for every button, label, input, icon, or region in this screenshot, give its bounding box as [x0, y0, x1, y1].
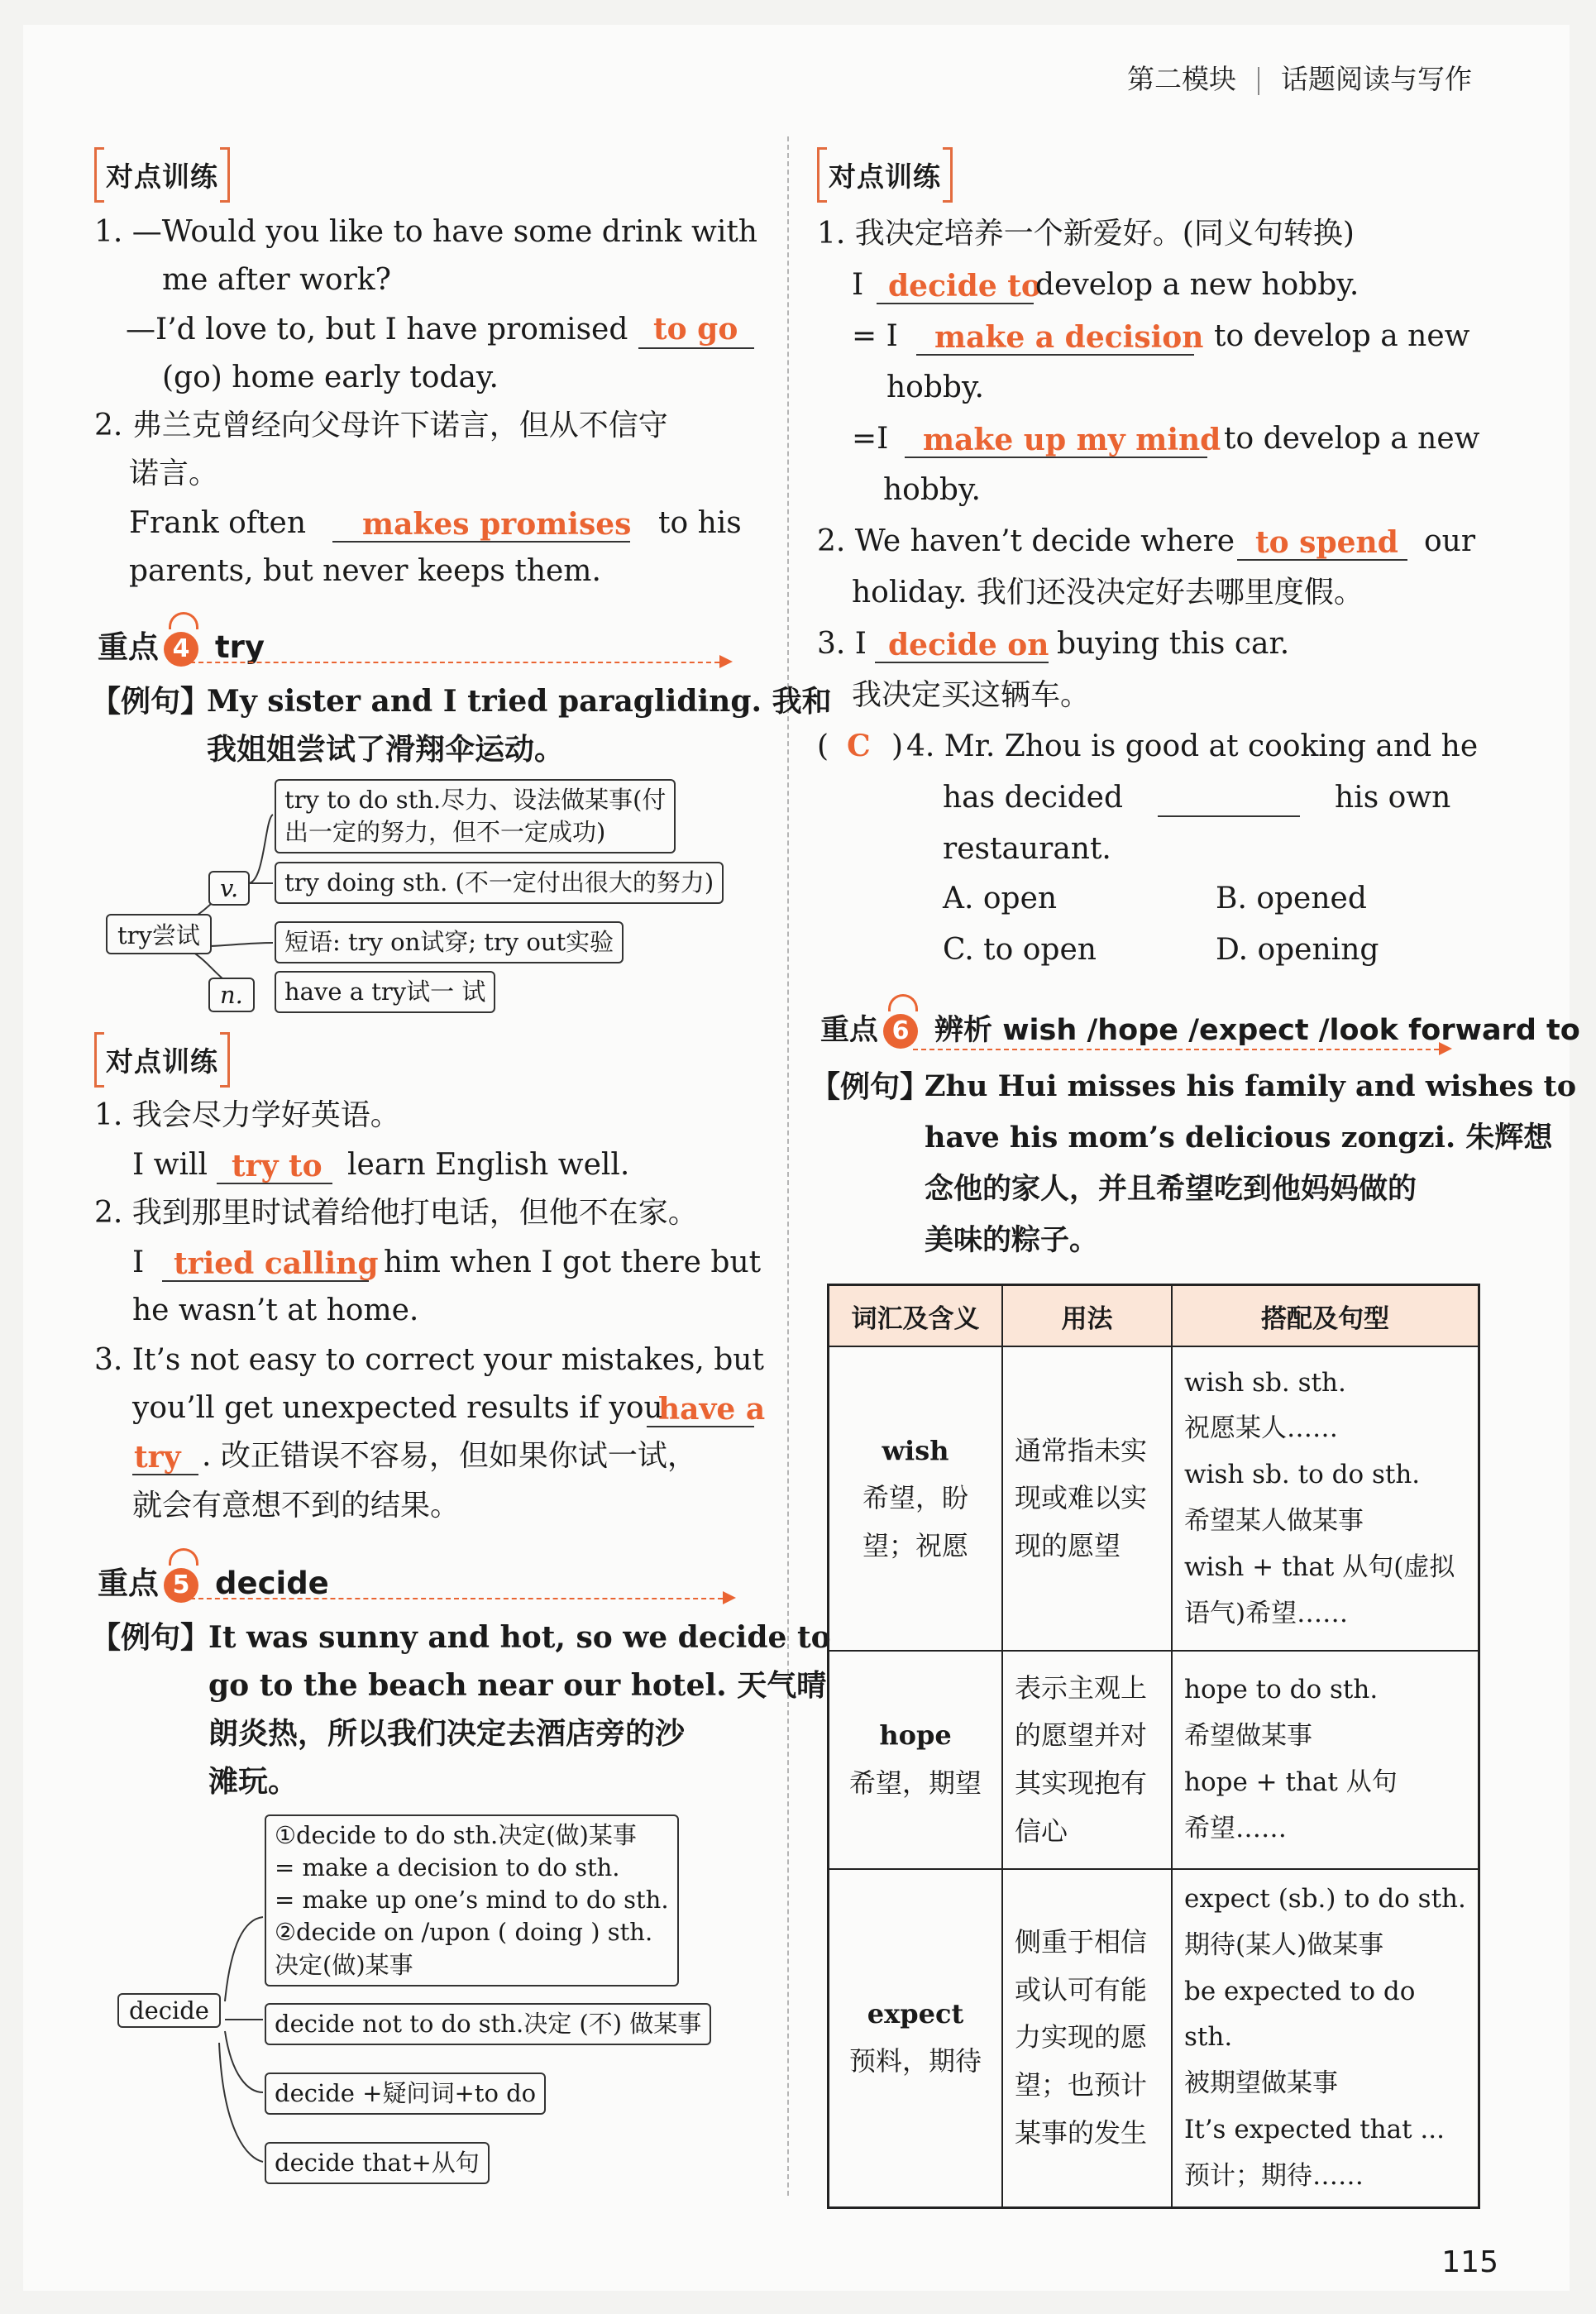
- table-cell-word: [829, 1869, 1003, 2207]
- kp4-example-line1: My sister and I tried paragliding. 我和: [207, 684, 832, 719]
- have-a-try-box: have a try试一 试: [275, 971, 495, 1013]
- t3-q4-line2a: has decided: [943, 781, 1123, 815]
- page-number: 115: [1441, 2245, 1498, 2279]
- t1-q2-line3b: to his: [658, 506, 742, 540]
- pattern-line: be expected to do sth.: [1184, 1976, 1416, 2053]
- table-row: [829, 1869, 1479, 2207]
- t3-q1-line5b: to develop a new: [1224, 422, 1480, 456]
- word: hope: [879, 1719, 952, 1752]
- box-line: try to do sth.尽力、设法做某事(付: [284, 786, 667, 814]
- t3-q4-answer: C: [847, 729, 871, 763]
- table-header: 用法: [1002, 1285, 1172, 1347]
- t2-q2-line2a: I: [132, 1245, 145, 1279]
- t2-q3-answer-part1: have a: [658, 1392, 766, 1427]
- option-a: A. open: [943, 882, 1058, 916]
- key-point-number-icon: 6: [883, 1014, 918, 1049]
- t2-q2-line1: 2. 我到那里时试着给他打电话，但他不在家。: [94, 1196, 698, 1230]
- t3-q3-line1a: 3. I: [817, 627, 867, 661]
- t2-q1-line2b: learn English well.: [347, 1148, 630, 1182]
- key-point-label: 重点: [820, 1014, 879, 1047]
- t3-q1-line4: hobby.: [886, 371, 984, 404]
- training-badge-3: 对点训练: [820, 151, 949, 199]
- topic-label: 话题阅读与写作: [1281, 63, 1472, 95]
- table-cell-word: [829, 1346, 1003, 1651]
- decide-question-word-box: decide +疑问词+to do: [265, 2073, 546, 2115]
- arrow-icon: [1439, 1042, 1452, 1055]
- kp6-example-tag: 【例句】: [810, 1069, 930, 1104]
- decide-not-box: decide not to do sth.决定 (不) 做某事: [265, 2003, 711, 2045]
- pattern-line: 期待(某人)做某事: [1184, 1929, 1384, 1960]
- pattern-line: 希望……: [1184, 1813, 1287, 1843]
- decide-to-do-box: [265, 1814, 679, 1987]
- meaning: 预料，期待: [848, 2045, 982, 2077]
- t2-q3-line3: . 改正错误不容易，但如果你试一试，: [202, 1439, 697, 1473]
- key-point-label: 重点: [98, 629, 159, 665]
- t2-q3-line2: you’ll get unexpected results if you: [132, 1391, 663, 1425]
- box-line: 决定(做)某事: [275, 1950, 413, 1979]
- t3-q1-line2b: develop a new hobby.: [1035, 268, 1359, 302]
- box-line: ①decide to do sth.决定(做)某事: [275, 1821, 637, 1849]
- training-badge-2: 对点训练: [98, 1035, 227, 1084]
- pattern-line: It’s expected that ...: [1184, 2114, 1445, 2144]
- t2-q3-line1: 3. It’s not easy to correct your mistakes, but: [94, 1343, 764, 1377]
- t3-q1-line2a: I: [852, 268, 864, 302]
- t2-q1-line1: 1. 我会尽力学好英语。: [94, 1098, 400, 1132]
- table-cell-patterns: [1172, 1869, 1479, 2207]
- t1-q2-line4: parents, but never keeps them.: [129, 554, 601, 588]
- key-point-number-icon: 5: [164, 1568, 198, 1603]
- t1-q1-line1: 1. —Would you like to have some drink with: [94, 215, 757, 249]
- table-header-row: [829, 1285, 1479, 1347]
- t2-q3-line4: 就会有意想不到的结果。: [132, 1489, 461, 1523]
- pattern-line: hope to do sth.: [1184, 1675, 1379, 1705]
- t3-q1-line6: hobby.: [883, 473, 981, 507]
- kp5-example-line1: It was sunny and hot, so we decide to: [208, 1620, 831, 1655]
- t3-q3-line1b: buying this car.: [1057, 627, 1290, 661]
- t1-q2-line1: 2. 弗兰克曾经向父母许下诺言，但从不信守: [94, 409, 668, 442]
- t3-q1-line1: 1. 我决定培养一个新爱好。(同义句转换): [817, 217, 1355, 251]
- key-point-number-icon: 4: [164, 632, 198, 667]
- try-phrases-box: 短语: try on试穿; try out实验: [275, 921, 624, 963]
- noun-label: n.: [208, 978, 255, 1012]
- key-point-label: 重点: [98, 1566, 159, 1601]
- kp6-example-line4: 美味的粽子。: [925, 1223, 1099, 1257]
- box-line: 出一定的努力，但不一定成功): [284, 818, 606, 847]
- kp5-example-tag: 【例句】: [91, 1620, 211, 1655]
- key-point-title: decide: [215, 1566, 329, 1601]
- module-label: 第二模块: [1127, 63, 1236, 95]
- training-badge-1: 对点训练: [98, 151, 227, 199]
- verb-label: v.: [208, 871, 250, 906]
- box-line: ②decide on /upon ( doing ) sth.: [275, 1918, 653, 1947]
- table-row: [829, 1651, 1479, 1869]
- table-header: 词汇及含义: [829, 1285, 1003, 1347]
- table-cell-patterns: [1172, 1651, 1479, 1869]
- t3-q2-line2: holiday. 我们还没决定好去哪里度假。: [852, 576, 1364, 610]
- box-line: = make up one’s mind to do sth.: [275, 1886, 669, 1915]
- t1-q1-line2: me after work?: [162, 263, 391, 297]
- decide-root-node: decide: [117, 1993, 221, 2028]
- pattern-line: 祝愿某人……: [1184, 1413, 1338, 1444]
- kp6-example-line1: Zhu Hui misses his family and wishes to: [925, 1069, 1577, 1103]
- kp4-example-tag: 【例句】: [91, 684, 211, 719]
- kp5-example-line2: go to the beach near our hotel. 天气晴: [208, 1668, 827, 1703]
- t3-q1-line5a: =I: [852, 422, 889, 456]
- option-c: C. to open: [943, 933, 1097, 967]
- table-cell-usage: 表示主观上的愿望并对其实现抱有信心: [1002, 1651, 1172, 1869]
- t1-q1-line3: —I’d love to, but I have promised: [126, 313, 628, 347]
- meaning: 希望，盼望；祝愿: [862, 1482, 968, 1561]
- table-header: 搭配及句型: [1172, 1285, 1479, 1347]
- t2-q1-line2a: I will: [132, 1148, 208, 1182]
- t3-q4-line3: restaurant.: [943, 832, 1111, 866]
- key-point-6-heading: [820, 1007, 1580, 1049]
- t1-q2-answer: makes promises: [362, 507, 632, 542]
- t1-q1-line4: (go) home early today.: [162, 361, 499, 394]
- table-cell-usage: 通常指未实现或难以实现的愿望: [1002, 1346, 1172, 1651]
- t3-q1-line3b: to develop a new: [1214, 319, 1470, 353]
- t3-q1-answer3: make up my mind: [923, 423, 1221, 457]
- key-point-title: try: [215, 629, 265, 665]
- option-b: B. opened: [1216, 882, 1367, 916]
- wish-hope-expect-table: [827, 1284, 1480, 2209]
- pattern-line: 希望做某事: [1184, 1721, 1312, 1752]
- pattern-line: expect (sb.) to do sth.: [1184, 1884, 1466, 1914]
- answer-blank: [1158, 815, 1300, 817]
- t3-q4-line1: 4. Mr. Zhou is good at cooking and he: [906, 729, 1479, 763]
- pattern-line: 希望某人做某事: [1184, 1506, 1364, 1536]
- try-root-node: try尝试: [106, 914, 212, 954]
- t3-q4-paren-left: (: [817, 729, 829, 763]
- option-d: D. opening: [1216, 933, 1379, 967]
- try-doing-box: try doing sth. (不一定付出很大的努力): [275, 862, 724, 904]
- t1-q2-line3: Frank often: [129, 506, 307, 540]
- t3-q1-answer2: make a decision: [934, 320, 1204, 355]
- t3-q1-answer1: decide to: [888, 269, 1041, 304]
- t2-q3-answer-part2: try: [134, 1440, 181, 1475]
- t3-q3-answer: decide on: [888, 628, 1049, 662]
- t3-q4-line2b: his own: [1335, 781, 1451, 815]
- t1-q1-answer: to go: [653, 312, 738, 347]
- kp6-example-line2: have his mom’s delicious zongzi. 朱辉想: [925, 1121, 1553, 1155]
- t3-q2-line1b: our: [1424, 524, 1476, 558]
- pattern-line: wish sb. to do sth.: [1184, 1460, 1421, 1490]
- kp6-example-line3: 念他的家人，并且希望吃到他妈妈做的: [925, 1172, 1417, 1206]
- decide-that-box: decide that+从句: [265, 2142, 490, 2184]
- table-cell-word: [829, 1651, 1003, 1869]
- table-cell-usage: 侧重于相信或认可有能力实现的愿望；也预计某事的发生: [1002, 1869, 1172, 2207]
- pattern-line: hope + that 从句: [1184, 1767, 1398, 1797]
- word: wish: [882, 1434, 949, 1466]
- kp5-example-line4: 滩玩。: [208, 1764, 299, 1799]
- table-cell-patterns: [1172, 1346, 1479, 1651]
- heading-dash: [913, 1049, 1439, 1050]
- t3-q3-line2: 我决定买这辆车。: [852, 678, 1091, 712]
- pattern-line: 被期望做某事: [1184, 2068, 1338, 2099]
- pattern-line: wish + that 从句(虚拟语气)希望……: [1184, 1551, 1455, 1628]
- t3-q1-line3a: = I: [852, 319, 898, 353]
- t3-q2-answer: to spend: [1255, 525, 1398, 560]
- t2-q2-line2b: him when I got there but: [384, 1245, 762, 1279]
- t2-q2-answer: tried calling: [174, 1246, 379, 1281]
- kp4-example-line2: 我姐姐尝试了滑翔伞运动。: [207, 732, 565, 767]
- box-line: = make a decision to do sth.: [275, 1853, 620, 1882]
- t2-q2-line3: he wasn’t at home.: [132, 1293, 419, 1327]
- kp5-example-line3: 朗炎热，所以我们决定去酒店旁的沙: [208, 1716, 686, 1751]
- word: expect: [867, 1997, 964, 2030]
- meaning: 希望，期望: [848, 1767, 982, 1799]
- pattern-line: 预计；期待……: [1184, 2160, 1364, 2191]
- pattern-line: wish sb. sth.: [1184, 1367, 1346, 1398]
- key-point-title: 辨析 wish /hope /expect /look forward to: [934, 1014, 1580, 1047]
- table-row: [829, 1346, 1479, 1651]
- t3-q2-line1a: 2. We haven’t decide where: [817, 524, 1235, 558]
- t2-q1-answer: try to: [232, 1149, 323, 1183]
- t1-q2-line2: 诺言。: [129, 457, 219, 490]
- t3-q4-paren-right: ): [891, 729, 904, 763]
